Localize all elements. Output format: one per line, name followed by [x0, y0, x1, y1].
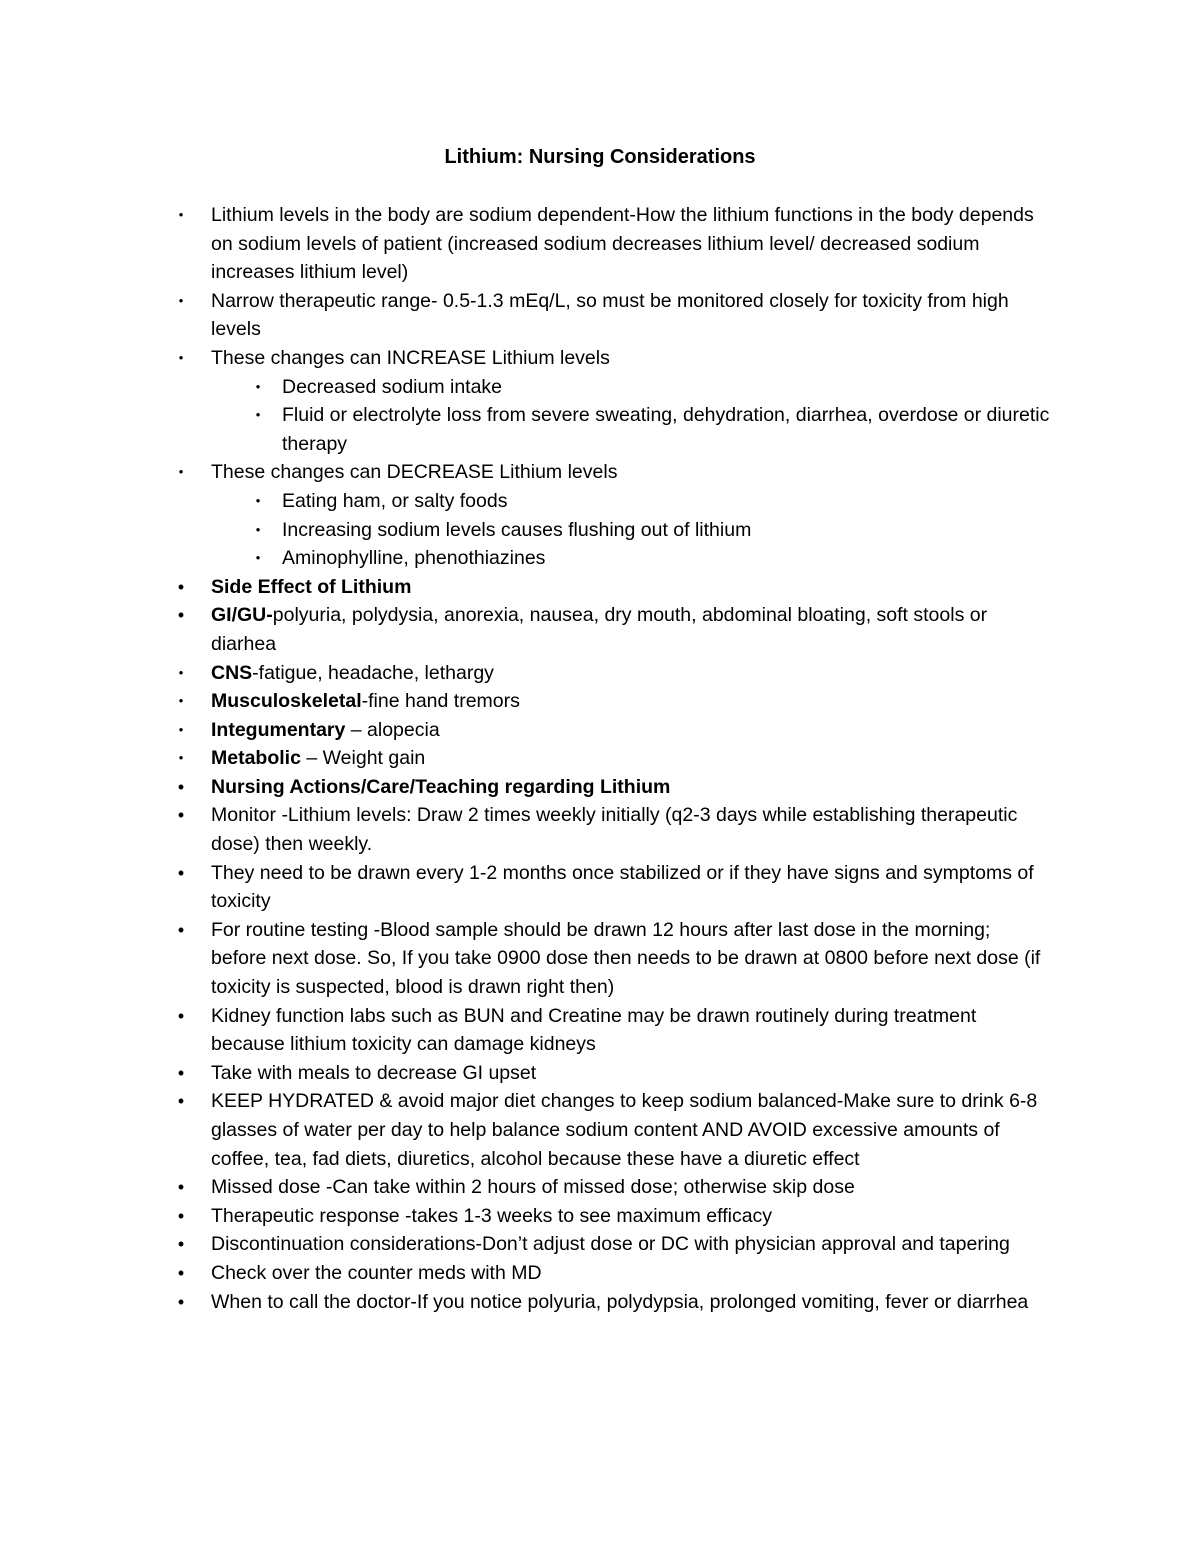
- bullet-icon: •: [177, 1291, 185, 1312]
- bullet-icon: •: [178, 207, 184, 222]
- list-item: [0, 573, 1051, 602]
- list-item: [0, 201, 1051, 287]
- bullet-icon: •: [177, 1177, 185, 1198]
- list-item: [0, 744, 1051, 773]
- item-text: Eating ham, or salty foods: [282, 489, 508, 512]
- list-item: [0, 1230, 1051, 1259]
- item-text: – alopecia: [345, 718, 440, 741]
- item-text: These changes can INCREASE Lithium levels: [211, 346, 610, 369]
- list-item: [0, 344, 1051, 373]
- list-item: [0, 916, 1051, 1002]
- list-item: [0, 1087, 1051, 1173]
- item-lead-term: Integumentary: [211, 718, 346, 741]
- item-text: Check over the counter meds with MD: [211, 1261, 542, 1284]
- bullet-icon: •: [177, 776, 185, 797]
- item-lead-term: Metabolic: [211, 747, 301, 770]
- list-item: [0, 1202, 1051, 1231]
- item-text: – Weight gain: [300, 747, 426, 770]
- bullet-icon: •: [178, 750, 184, 766]
- item-text: Monitor -Lithium levels: Draw 2 times weekly initially (q2-3 days while establishing therapeutic dose) then weekly.: [211, 804, 1018, 856]
- page-title: Lithium: Nursing Considerations: [444, 146, 756, 168]
- item-text: Kidney function labs such as BUN and Creatine may be drawn routinely during treatment because lithium toxicity can damage kidneys: [211, 1004, 977, 1056]
- list-item: [0, 601, 1051, 658]
- item-text: Aminophylline, phenothiazines: [282, 547, 546, 570]
- bullet-icon: •: [178, 464, 184, 480]
- list-item: [0, 687, 1051, 716]
- list-item: [0, 801, 1051, 858]
- sub-list-item: [0, 516, 1052, 545]
- item-text: Decreased sodium intake: [282, 375, 503, 398]
- bullet-icon: •: [177, 1062, 185, 1083]
- list-item: [0, 659, 1051, 688]
- item-lead-term: CNS: [211, 661, 253, 684]
- list-item: [0, 1173, 1051, 1202]
- bullet-icon: •: [177, 1262, 185, 1283]
- list-item: [0, 859, 1051, 916]
- item-text: Narrow therapeutic range- 0.5-1.3 mEq/L, so must be monitored closely for toxicity from high levels: [211, 289, 1009, 341]
- bullet-icon: •: [178, 721, 184, 737]
- sub-list-item: [0, 487, 1052, 516]
- list-item: [0, 716, 1051, 745]
- item-text: Nursing Actions/Care/Teaching regarding Lithium: [211, 775, 671, 798]
- list-item: [0, 1059, 1051, 1088]
- bullet-icon: •: [178, 292, 184, 308]
- list-item: [0, 1002, 1051, 1059]
- list-item: [0, 1259, 1051, 1288]
- bullet-icon: •: [177, 805, 185, 826]
- item-lead-term: GI/GU-: [211, 604, 273, 627]
- item-text: When to call the doctor-If you notice polyuria, polydypsia, prolonged vomiting, fever or diarrhea: [211, 1290, 1029, 1313]
- item-text: Therapeutic response -takes 1-3 weeks to see maximum efficacy: [211, 1204, 773, 1227]
- list-item: [0, 458, 1051, 487]
- bullet-icon: •: [255, 521, 261, 537]
- item-text: polyuria, polydysia, anorexia, nausea, dry mouth, abdominal bloating, soft stools or diarhea: [211, 604, 988, 655]
- bullet-icon: •: [255, 492, 261, 508]
- list-item: [0, 773, 1051, 802]
- item-text: -fine hand tremors: [361, 690, 520, 713]
- bullet-icon: •: [178, 349, 184, 365]
- item-text: -fatigue, headache, lethargy: [252, 661, 494, 684]
- bullet-list: [0, 201, 1200, 1316]
- bullet-icon: •: [177, 1205, 185, 1226]
- list-item: [0, 287, 1051, 344]
- bullet-icon: •: [178, 664, 184, 680]
- bullet-icon: •: [255, 550, 261, 566]
- item-lead-term: Musculoskeletal: [211, 690, 362, 713]
- bullet-icon: •: [178, 693, 184, 709]
- item-text: Increasing sodium levels causes flushing out of lithium: [282, 518, 752, 541]
- bullet-icon: •: [177, 862, 185, 883]
- sub-list-item: [0, 544, 1052, 573]
- list-item: [0, 1288, 1051, 1317]
- item-text: Lithium levels in the body are sodium dependent-How the lithium functions in the body depends on sodium levels of patient (increased sodium decreases lithium level/ decreased sodium increases lithium level): [211, 204, 1034, 284]
- bullet-icon: •: [255, 407, 261, 423]
- bullet-icon: •: [177, 1091, 185, 1112]
- item-text: They need to be drawn every 1-2 months once stabilized or if they have signs and symptoms of toxicity: [211, 861, 1034, 913]
- bullet-icon: •: [177, 576, 185, 597]
- bullet-icon: •: [255, 378, 261, 394]
- item-text: Side Effect of Lithium: [211, 575, 412, 598]
- item-text: For routine testing -Blood sample should be drawn 12 hours after last dose in the morning; before next dose. So, If you take 0900 dose then needs to be drawn at 0800 before next dose (if toxicity is suspected, blood is drawn right then): [211, 918, 1041, 999]
- item-text: Discontinuation considerations-Don’t adjust dose or DC with physician approval and tapering: [211, 1233, 1010, 1256]
- sub-list-item: [0, 401, 1052, 458]
- item-text: KEEP HYDRATED & avoid major diet changes to keep sodium balanced-Make sure to drink 6-8 glasses of water per day to help balance sodium content AND AVOID excessive amounts of coffee, tea, fad diets, diuretics, alcohol because these have a diuretic effect: [211, 1090, 1038, 1170]
- item-text: Take with meals to decrease GI upset: [211, 1061, 537, 1084]
- item-text: These changes can DECREASE Lithium levels: [211, 461, 618, 484]
- bullet-icon: •: [177, 605, 185, 626]
- bullet-icon: •: [177, 1005, 185, 1026]
- bullet-icon: •: [177, 919, 185, 940]
- item-text: Missed dose -Can take within 2 hours of missed dose; otherwise skip dose: [211, 1176, 855, 1199]
- bullet-icon: •: [177, 1234, 185, 1255]
- item-text: Fluid or electrolyte loss from severe sweating, dehydration, diarrhea, overdose or diuretic therapy: [282, 404, 1050, 455]
- sub-list-item: [0, 373, 1052, 402]
